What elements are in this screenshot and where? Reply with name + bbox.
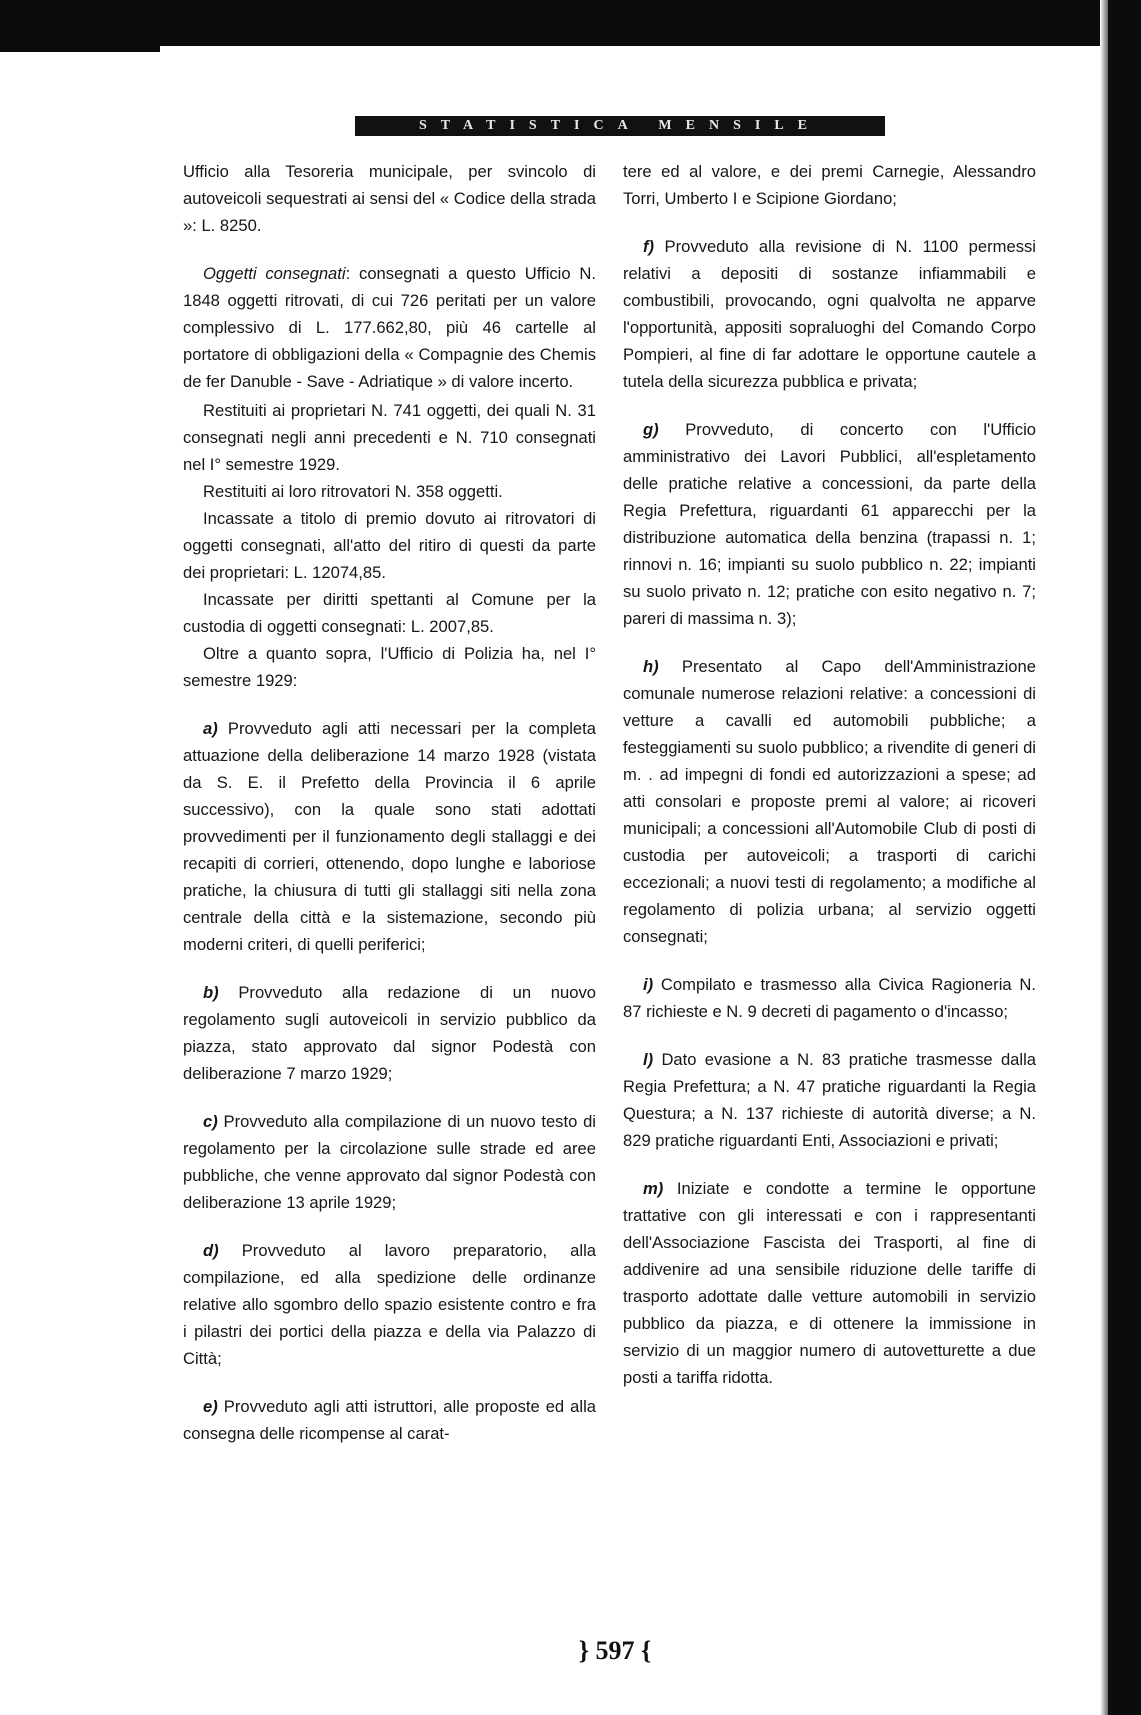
paragraph-svincolo: Ufficio alla Tesoreria municipale, per svincolo di autoveicoli sequestrati ai sensi del « Codice della strada »: L. 8250. — [183, 162, 596, 235]
item-text: Dato evasione a N. 83 pratiche trasmesse dalla Regia Prefettura; a N. 47 pratiche riguardanti la Regia Questura; a N. 137 richieste di autorità diverse; a N. 829 pratiche riguardanti Enti, Associazioni e privati; — [623, 1050, 1036, 1150]
item-letter: l) — [643, 1050, 654, 1069]
paragraph-body: : consegnati a questo Ufficio N. 1848 oggetti ritrovati, di cui 726 peritati per un valore complessivo di L. 177.662,80, più 46 cartelle al portatore di obbligazioni della « Compagnie des Chemis de fer Danuble - Save - Adriatique » di valore incerto. — [183, 264, 597, 391]
item-letter: i) — [643, 975, 654, 994]
list-item-h — [623, 653, 1036, 950]
item-text: Provveduto alla compilazione di un nuovo testo di regolamento per la circolazione sulle strade ed aree pubbliche, che venne approvato dal signor Podestà con deliberazione 13 aprile 1929; — [183, 1112, 596, 1212]
item-text: Provveduto al lavoro preparatorio, alla compilazione, ed alla spedizione delle ordinanze relative allo sgombro dello spazio esistente contro e fra i pilastri dei portici della piazza e della via Palazzo di Città; — [183, 1241, 596, 1368]
item-text: Provveduto agli atti necessari per la completa attuazione della deliberazione 14 marzo 1928 (vistata da S. E. il Prefetto della Provincia il 6 aprile successivo), con la quale sono stati adottati provvedimenti per il funzionamento degli stallaggi e dei recapiti di corrieri, ottenendo, dopo lunghe e laboriose pratiche, la chiusura di tutti gli stallaggi siti nella zona centrale della città e la sistemazione, secondo più moderni criteri, di quelli periferici; — [183, 719, 596, 954]
item-letter: m) — [643, 1179, 664, 1198]
scan-top-border — [0, 0, 1141, 46]
item-letter: b) — [203, 983, 219, 1002]
item-letter: e) — [203, 1397, 218, 1416]
list-item-b — [183, 979, 596, 1087]
right-column — [623, 158, 1036, 1391]
item-letter: h) — [643, 657, 659, 676]
running-head: STATISTICA MENSILE — [355, 116, 885, 136]
item-text: Provveduto alla revisione di N. 1100 permessi relativi a depositi di sostanze infiammabili e combustibili, provocando, ogni qualvolta ne apparve l'opportunità, appositi sopraluoghi del Comando Corpo Pompieri, al fine di far adottare le opportune cautele a tutela della sicurezza pubblica e privata; — [623, 237, 1036, 391]
list-item-i — [623, 971, 1036, 1025]
list-item-a — [183, 715, 596, 958]
item-letter: a) — [203, 719, 218, 738]
paragraph-continuation: tere ed al valore, e dei premi Carnegie, Alessandro Torri, Umberto I e Scipione Giordano; — [623, 162, 1036, 208]
item-text: Provveduto agli atti istruttori, alle proposte ed alla consegna delle ricompense al carat- — [183, 1397, 596, 1443]
scan-page-edge-shadow — [1100, 0, 1108, 1715]
page-number: } 597 { — [578, 1636, 652, 1665]
item-text: Presentato al Capo dell'Amministrazione comunale numerose relazioni relative: a concessioni di vetture a cavalli ed automobili pubbliche; a festeggiamenti su suolo pubblico; a rivendite di generi di m. . ad impegni di fondi ed autorizzazioni a spese; ad atti consolari e proposte premi al valore; ai ricoveri municipali; a concessioni all'Automobile Club di posti di custodia per autoveicoli; a trasporti di carichi eccezionali; a nuovi testi di regolamento; a modifiche al regolamento di polizia urbana; al servizio oggetti consegnati; — [623, 657, 1036, 946]
item-letter: d) — [203, 1241, 219, 1260]
item-letter: c) — [203, 1112, 218, 1131]
list-item-l — [623, 1046, 1036, 1154]
item-letter: f) — [643, 237, 655, 256]
list-item-m — [623, 1175, 1036, 1391]
paragraph-restituiti-proprietari: Restituiti ai proprietari N. 741 oggetti, dei quali N. 31 consegnati negli anni precedenti e N. 710 consegnati nel I° semestre 1929. — [183, 401, 596, 474]
item-text: Iniziate e condotte a termine le opportune trattative con gli interessati e con i rappresentanti dell'Associazione Fascista dei Trasporti, al fine di addivenire ad una sensibile riduzione delle tariffe di trasporto adottate dalle vetture automobili in servizio pubblico da piazza, e di ottenere la immissione in servizio di un maggior numero di autovetturette a due posti a tariffa ridotta. — [623, 1179, 1036, 1387]
list-item-e — [183, 1393, 596, 1447]
list-item-f — [623, 233, 1036, 395]
item-text: Provveduto, di concerto con l'Ufficio amministrativo dei Lavori Pubblici, all'espletamento delle pratiche relative a concessioni, da parte della Regia Prefettura, riguardanti 61 apparecchi per la distribuzione automatica della benzina (trapassi n. 1; rinnovi n. 16; impianti su suolo pubblico n. 22; impianti su suolo privato n. 12; pratiche con esito negativo n. 7; pareri di massima n. 3); — [623, 420, 1036, 628]
paragraph-incassate-premio: Incassate a titolo di premio dovuto ai ritrovatori di oggetti consegnati, all'atto del ritiro di questi da parte dei proprietari: L. 12074,85. — [183, 509, 596, 582]
item-text: Compilato e trasmesso alla Civica Ragioneria N. 87 richieste e N. 9 decreti di pagamento o d'incasso; — [623, 975, 1036, 1021]
paragraph-restituiti-ritrovatori: Restituiti ai loro ritrovatori N. 358 oggetti. — [203, 482, 503, 501]
scan-top-border-notch — [0, 46, 160, 52]
list-item-g — [623, 416, 1036, 632]
item-letter: g) — [643, 420, 659, 439]
scan-right-border — [1108, 0, 1141, 1715]
list-item-c — [183, 1108, 596, 1216]
paragraph-incassate-diritti: Incassate per diritti spettanti al Comune per la custodia di oggetti consegnati: L. 2007,85. — [183, 590, 596, 636]
paragraph-lead: Oggetti consegnati — [203, 264, 346, 283]
list-item-d — [183, 1237, 596, 1372]
paragraph-oltre: Oltre a quanto sopra, l'Ufficio di Polizia ha, nel I° semestre 1929: — [183, 644, 596, 690]
item-text: Provveduto alla redazione di un nuovo regolamento sugli autoveicoli in servizio pubblico da piazza, stato approvato dal signor Podestà con deliberazione 7 marzo 1929; — [183, 983, 596, 1083]
paragraph-oggetti-consegnati — [183, 260, 596, 395]
left-column — [183, 158, 596, 1447]
